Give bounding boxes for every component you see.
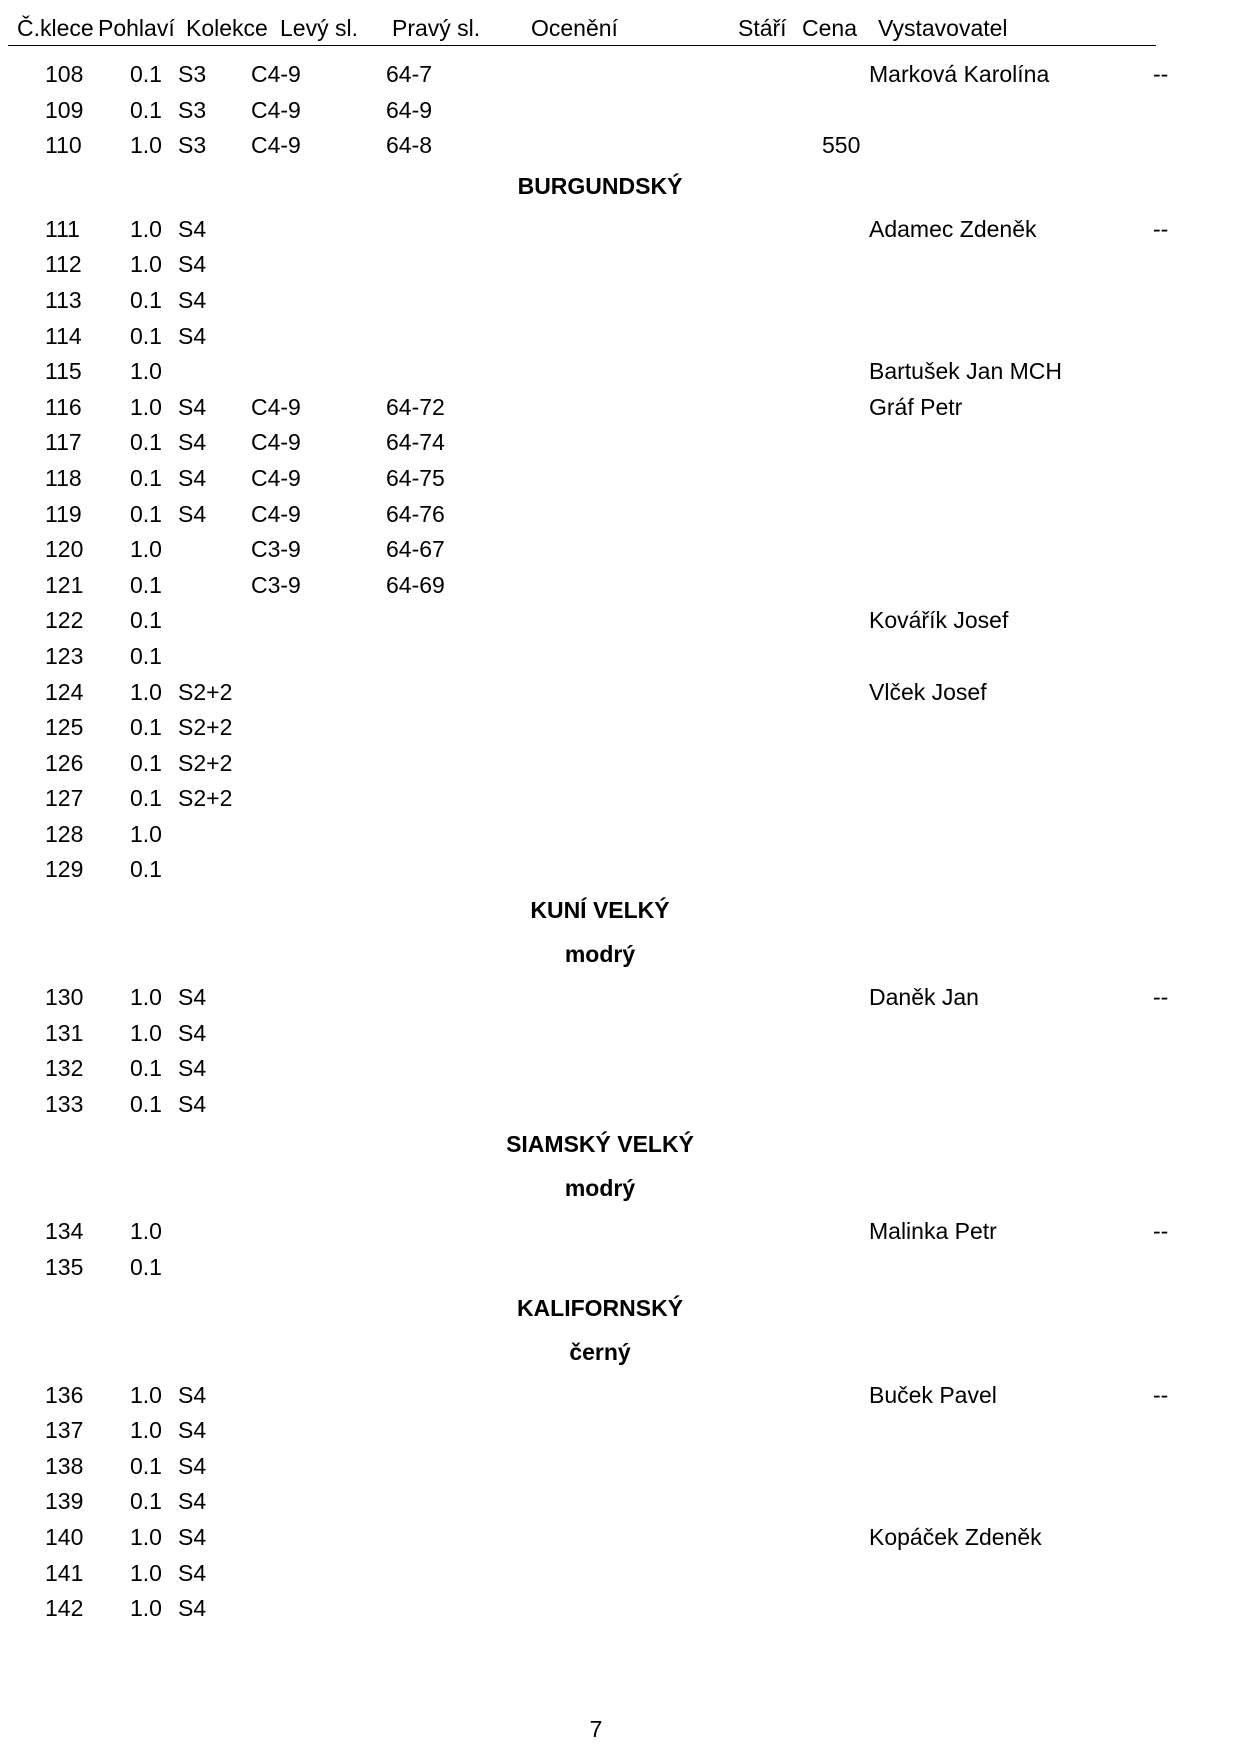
cell-collection: S4 (178, 1559, 207, 1586)
cell-cage: 122 (45, 607, 84, 634)
cell-exhibitor: Daněk Jan (869, 984, 979, 1011)
cell-exhibitor: Malinka Petr (869, 1218, 997, 1245)
header-sex: Pohlaví (98, 15, 175, 41)
cell-collection: S4 (178, 215, 207, 242)
cell-exhibitor: Gráf Petr (869, 393, 963, 420)
cell-collection: S4 (178, 429, 207, 456)
header-price: Cena (802, 15, 857, 41)
table-row (0, 781, 1241, 817)
table-row (0, 283, 1241, 319)
cell-cage: 118 (45, 464, 82, 491)
cell-cage: 136 (45, 1381, 84, 1408)
cell-cage: 139 (45, 1488, 84, 1515)
cell-left-ear: C3-9 (251, 536, 301, 563)
cell-right-ear: 64-9 (386, 96, 433, 123)
cell-collection: S3 (178, 96, 207, 123)
cell-exhibitor: Vlček Josef (869, 678, 987, 705)
cell-collection: S2+2 (178, 678, 233, 705)
cell-sex: 0.1 (130, 785, 162, 812)
cell-sex: 1.0 (130, 536, 162, 563)
cell-sex: 0.1 (130, 1254, 162, 1281)
cell-sex: 0.1 (130, 1090, 162, 1117)
cell-cage: 109 (45, 96, 84, 123)
header-exhibitor: Vystavovatel (878, 15, 1008, 41)
table-row (0, 212, 1241, 248)
cell-sex: 0.1 (130, 96, 162, 123)
cell-cage: 124 (45, 678, 84, 705)
breed-heading (0, 1286, 1241, 1330)
cell-sex: 0.1 (130, 500, 162, 527)
cell-left-ear: C4-9 (251, 429, 301, 456)
table-row (0, 497, 1241, 533)
breed-heading (0, 164, 1241, 208)
cell-sex: 0.1 (130, 429, 162, 456)
cell-right-ear: 64-74 (386, 429, 445, 456)
table-row (0, 603, 1241, 639)
cell-sex: 1.0 (130, 393, 162, 420)
table-row (0, 568, 1241, 604)
cell-cage: 117 (45, 429, 82, 456)
cell-cage: 134 (45, 1218, 84, 1245)
table-row (0, 532, 1241, 568)
cell-left-ear: C4-9 (251, 61, 301, 87)
cell-collection: S2+2 (178, 749, 233, 776)
cell-sex: 0.1 (130, 322, 162, 349)
table-row (0, 675, 1241, 711)
table-row (0, 1051, 1241, 1087)
cell-sex: 0.1 (130, 856, 162, 883)
cell-note: -- (1153, 1381, 1169, 1408)
cell-cage: 120 (45, 536, 84, 563)
cell-right-ear: 64-8 (386, 132, 433, 159)
cell-cage: 127 (45, 785, 84, 812)
cell-sex: 0.1 (130, 61, 162, 87)
cell-sex: 1.0 (130, 1417, 162, 1444)
cell-cage: 137 (45, 1417, 84, 1444)
cell-note: -- (1153, 215, 1169, 242)
cell-right-ear: 64-67 (386, 536, 445, 563)
header-left-ear: Levý sl. (280, 15, 358, 41)
cell-cage: 135 (45, 1254, 84, 1281)
header-divider (8, 45, 1156, 46)
cell-sex: 1.0 (130, 1524, 162, 1550)
cell-collection: S2+2 (178, 785, 233, 812)
color-title: černý (569, 1338, 631, 1365)
table-row (0, 319, 1241, 355)
table-row (0, 1378, 1241, 1414)
cell-collection: S4 (178, 500, 207, 527)
cell-cage: 132 (45, 1055, 84, 1082)
cell-cage: 111 (45, 215, 80, 242)
table-row (0, 390, 1241, 426)
cell-cage: 108 (45, 61, 84, 87)
cell-cage: 141 (45, 1559, 84, 1586)
table-row (0, 852, 1241, 888)
cell-collection: S4 (178, 1488, 207, 1515)
cell-sex: 0.1 (130, 1452, 162, 1479)
cell-cage: 140 (45, 1524, 84, 1550)
cell-exhibitor: Marková Karolína (869, 61, 1050, 87)
cell-note: -- (1153, 1218, 1169, 1245)
cell-sex: 0.1 (130, 1488, 162, 1515)
cell-price: 550 (822, 132, 861, 159)
cell-sex: 1.0 (130, 1381, 162, 1408)
cell-note: -- (1153, 61, 1169, 87)
cell-left-ear: C4-9 (251, 96, 301, 123)
cell-collection: S4 (178, 286, 207, 313)
cell-collection: S2+2 (178, 714, 233, 741)
cell-left-ear: C4-9 (251, 393, 301, 420)
table-row (0, 1413, 1241, 1449)
table-row (0, 425, 1241, 461)
cell-sex: 0.1 (130, 642, 162, 669)
header-right-ear: Pravý sl. (392, 15, 481, 41)
page-number: 7 (589, 1716, 603, 1742)
cell-cage: 128 (45, 820, 84, 847)
cell-sex: 1.0 (130, 251, 162, 278)
table-row (0, 1250, 1241, 1286)
breed-title: KALIFORNSKÝ (516, 1294, 684, 1321)
cell-cage: 125 (45, 714, 84, 741)
cell-right-ear: 64-76 (386, 500, 445, 527)
cell-sex: 0.1 (130, 714, 162, 741)
cell-sex: 1.0 (130, 358, 162, 385)
table-row (0, 817, 1241, 853)
cell-collection: S3 (178, 132, 207, 159)
cell-cage: 133 (45, 1090, 84, 1117)
cell-sex: 1.0 (130, 1218, 162, 1245)
table-row (0, 354, 1241, 390)
table-row (0, 93, 1241, 129)
table-row (0, 247, 1241, 283)
table-row (0, 1520, 1241, 1556)
cell-cage: 115 (45, 358, 82, 385)
table-row (0, 1016, 1241, 1052)
cell-cage: 110 (45, 132, 82, 159)
cell-collection: S4 (178, 393, 207, 420)
table-row (0, 1591, 1241, 1627)
breed-title: KUNÍ VELKÝ (530, 897, 670, 924)
color-heading (0, 1330, 1241, 1374)
color-title: modrý (564, 941, 636, 968)
cell-sex: 1.0 (130, 1019, 162, 1046)
cell-cage: 121 (45, 571, 84, 598)
table-row (0, 1449, 1241, 1485)
table-row (0, 1556, 1241, 1592)
entries-table (0, 57, 1241, 1627)
cell-cage: 116 (45, 393, 82, 420)
cell-exhibitor: Kopáček Zdeněk (869, 1524, 1042, 1550)
cell-collection: S4 (178, 1524, 207, 1550)
breed-title: SIAMSKÝ VELKÝ (506, 1131, 694, 1158)
color-title: modrý (564, 1175, 636, 1202)
cell-cage: 112 (45, 251, 82, 278)
cell-cage: 113 (45, 286, 82, 313)
cell-collection: S4 (178, 1595, 207, 1622)
cell-sex: 1.0 (130, 984, 162, 1011)
cell-cage: 126 (45, 749, 84, 776)
table-row (0, 980, 1241, 1016)
cell-left-ear: C4-9 (251, 464, 301, 491)
cell-exhibitor: Bartušek Jan MCH (869, 358, 1063, 385)
header-collection: Kolekce (186, 15, 268, 41)
table-row (0, 746, 1241, 782)
table-row (0, 1087, 1241, 1123)
cell-sex: 0.1 (130, 464, 162, 491)
header-age: Stáří (738, 15, 787, 41)
cell-collection: S4 (178, 984, 207, 1011)
cell-sex: 0.1 (130, 286, 162, 313)
cell-collection: S4 (178, 1452, 207, 1479)
cell-cage: 123 (45, 642, 84, 669)
cell-sex: 1.0 (130, 1595, 162, 1622)
cell-right-ear: 64-75 (386, 464, 445, 491)
cell-sex: 1.0 (130, 678, 162, 705)
cell-sex: 1.0 (130, 215, 162, 242)
cell-collection: S4 (178, 464, 207, 491)
breed-heading (0, 1122, 1241, 1166)
cell-cage: 129 (45, 856, 84, 883)
cell-cage: 142 (45, 1595, 84, 1622)
cell-cage: 114 (45, 322, 82, 349)
cell-cage: 119 (45, 500, 82, 527)
color-heading (0, 932, 1241, 976)
breed-heading (0, 888, 1241, 932)
color-heading (0, 1166, 1241, 1210)
table-row (0, 710, 1241, 746)
table-row (0, 57, 1241, 93)
cell-sex: 0.1 (130, 749, 162, 776)
cell-right-ear: 64-72 (386, 393, 445, 420)
cell-sex: 0.1 (130, 607, 162, 634)
table-row (0, 1214, 1241, 1250)
cell-exhibitor: Kovářík Josef (869, 607, 1009, 634)
cell-cage: 138 (45, 1452, 84, 1479)
cell-collection: S4 (178, 1381, 207, 1408)
cell-cage: 131 (45, 1019, 84, 1046)
cell-collection: S4 (178, 1019, 207, 1046)
cell-exhibitor: Buček Pavel (869, 1381, 997, 1408)
cell-collection: S4 (178, 322, 207, 349)
cell-left-ear: C3-9 (251, 571, 301, 598)
cell-collection: S4 (178, 1090, 207, 1117)
cell-cage: 130 (45, 984, 84, 1011)
table-row (0, 639, 1241, 675)
cell-sex: 0.1 (130, 571, 162, 598)
breed-title: BURGUNDSKÝ (517, 172, 683, 199)
header-cage: Č.klece (17, 15, 94, 41)
table-row (0, 128, 1241, 164)
cell-sex: 0.1 (130, 1055, 162, 1082)
header-award: Ocenění (531, 15, 618, 41)
cell-right-ear: 64-7 (386, 61, 433, 87)
cell-left-ear: C4-9 (251, 500, 301, 527)
table-row (0, 1484, 1241, 1520)
cell-collection: S4 (178, 251, 207, 278)
cell-right-ear: 64-69 (386, 571, 445, 598)
cell-note: -- (1153, 984, 1169, 1011)
cell-collection: S4 (178, 1417, 207, 1444)
cell-sex: 1.0 (130, 132, 162, 159)
cell-sex: 1.0 (130, 1559, 162, 1586)
cell-collection: S3 (178, 61, 207, 87)
cell-sex: 1.0 (130, 820, 162, 847)
table-row (0, 461, 1241, 497)
cell-left-ear: C4-9 (251, 132, 301, 159)
cell-collection: S4 (178, 1055, 207, 1082)
cell-exhibitor: Adamec Zdeněk (869, 215, 1037, 242)
